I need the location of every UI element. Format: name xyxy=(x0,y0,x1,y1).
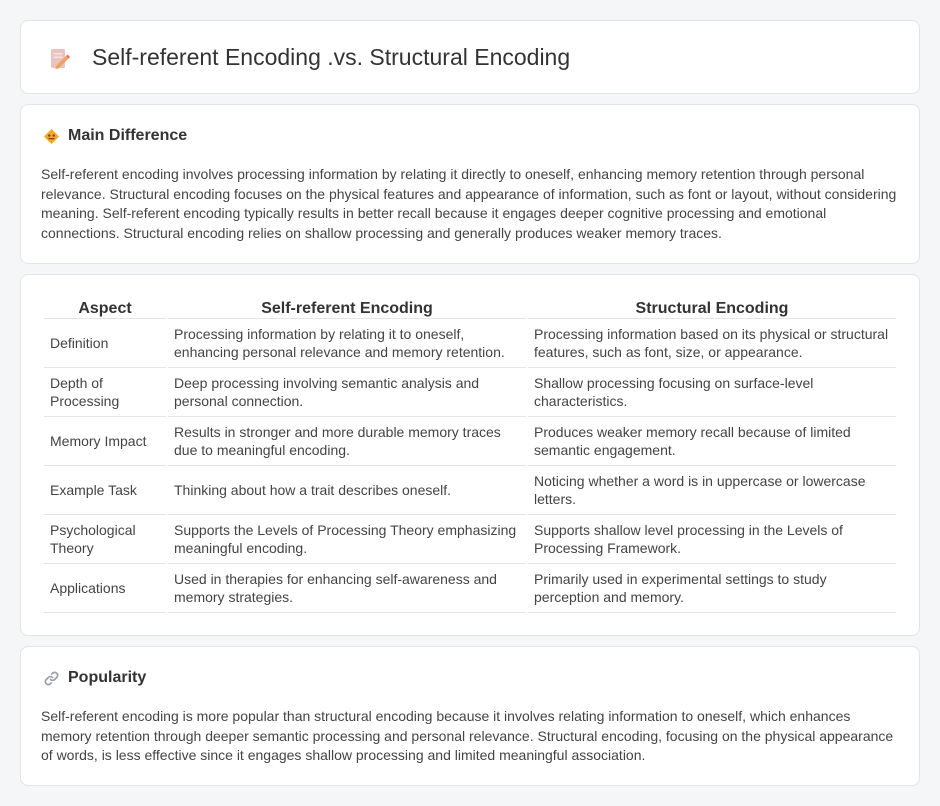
main-difference-heading: Main Difference xyxy=(68,127,188,144)
link-icon xyxy=(43,670,60,687)
table-cell: Processing information by relating it to oneself, enhancing personal relevance and memory retention. xyxy=(168,319,526,368)
comparison-section xyxy=(20,274,920,636)
table-cell: Used in therapies for enhancing self-awareness and memory strategies. xyxy=(168,564,526,613)
table-cell: Definition xyxy=(44,319,166,368)
comparison-table xyxy=(42,297,898,613)
page-title: Self-referent Encoding .vs. Structural Encoding xyxy=(92,44,571,70)
popularity-heading: Popularity xyxy=(68,669,147,686)
table-cell: Memory Impact xyxy=(44,417,166,466)
table-cell: Supports the Levels of Processing Theory emphasizing meaningful encoding. xyxy=(168,515,526,564)
column-header: Self-referent Encoding xyxy=(168,297,526,319)
column-header: Structural Encoding xyxy=(528,297,896,319)
table-cell: Psychological Theory xyxy=(44,515,166,564)
table-cell: Thinking about how a trait describes oneself. xyxy=(168,466,526,515)
table-cell: Deep processing involving semantic analysis and personal connection. xyxy=(168,368,526,417)
main-difference-text: Self-referent encoding involves processing information by relating it directly to oneself, enhancing memory retention through personal relevance. Structural encoding focuses on the physical features and appearance of information, such as font or layout, without considering meaning. Self-referent encoding typically results in better recall because it engages deeper cognitive processing and emotional connections. Structural encoding relies on shallow processing and generally produces weaker memory traces. xyxy=(41,166,897,241)
table-cell: Depth of Processing xyxy=(44,368,166,417)
table-row xyxy=(44,368,896,417)
table-row xyxy=(44,564,896,613)
table-row xyxy=(44,466,896,515)
table-cell: Example Task xyxy=(44,466,166,515)
document-edit-icon xyxy=(47,47,71,71)
table-cell: Produces weaker memory recall because of limited semantic engagement. xyxy=(528,417,896,466)
table-cell: Primarily used in experimental settings to study perception and memory. xyxy=(528,564,896,613)
table-cell: Applications xyxy=(44,564,166,613)
main-difference-section xyxy=(20,104,920,264)
table-cell: Processing information based on its physical or structural features, such as font, size, or appearance. xyxy=(528,319,896,368)
table-cell: Supports shallow level processing in the Levels of Processing Framework. xyxy=(528,515,896,564)
column-header: Aspect xyxy=(44,297,166,319)
table-cell: Results in stronger and more durable memory traces due to meaningful encoding. xyxy=(168,417,526,466)
table-cell: Shallow processing focusing on surface-level characteristics. xyxy=(528,368,896,417)
table-cell: Noticing whether a word is in uppercase or lowercase letters. xyxy=(528,466,896,515)
popularity-section xyxy=(20,646,920,786)
popularity-text: Self-referent encoding is more popular than structural encoding because it involves relating information to oneself, which enhances memory retention through deeper semantic processing and personal relevance. Structural encoding, focusing on the physical appearance of words, is less effective since it engages shallow processing and limited meaningful association. xyxy=(41,708,894,763)
table-row xyxy=(44,417,896,466)
table-row xyxy=(44,515,896,564)
table-row xyxy=(44,319,896,368)
header-card xyxy=(20,20,920,94)
diamond-icon xyxy=(43,128,60,145)
table-header-row xyxy=(44,297,896,319)
